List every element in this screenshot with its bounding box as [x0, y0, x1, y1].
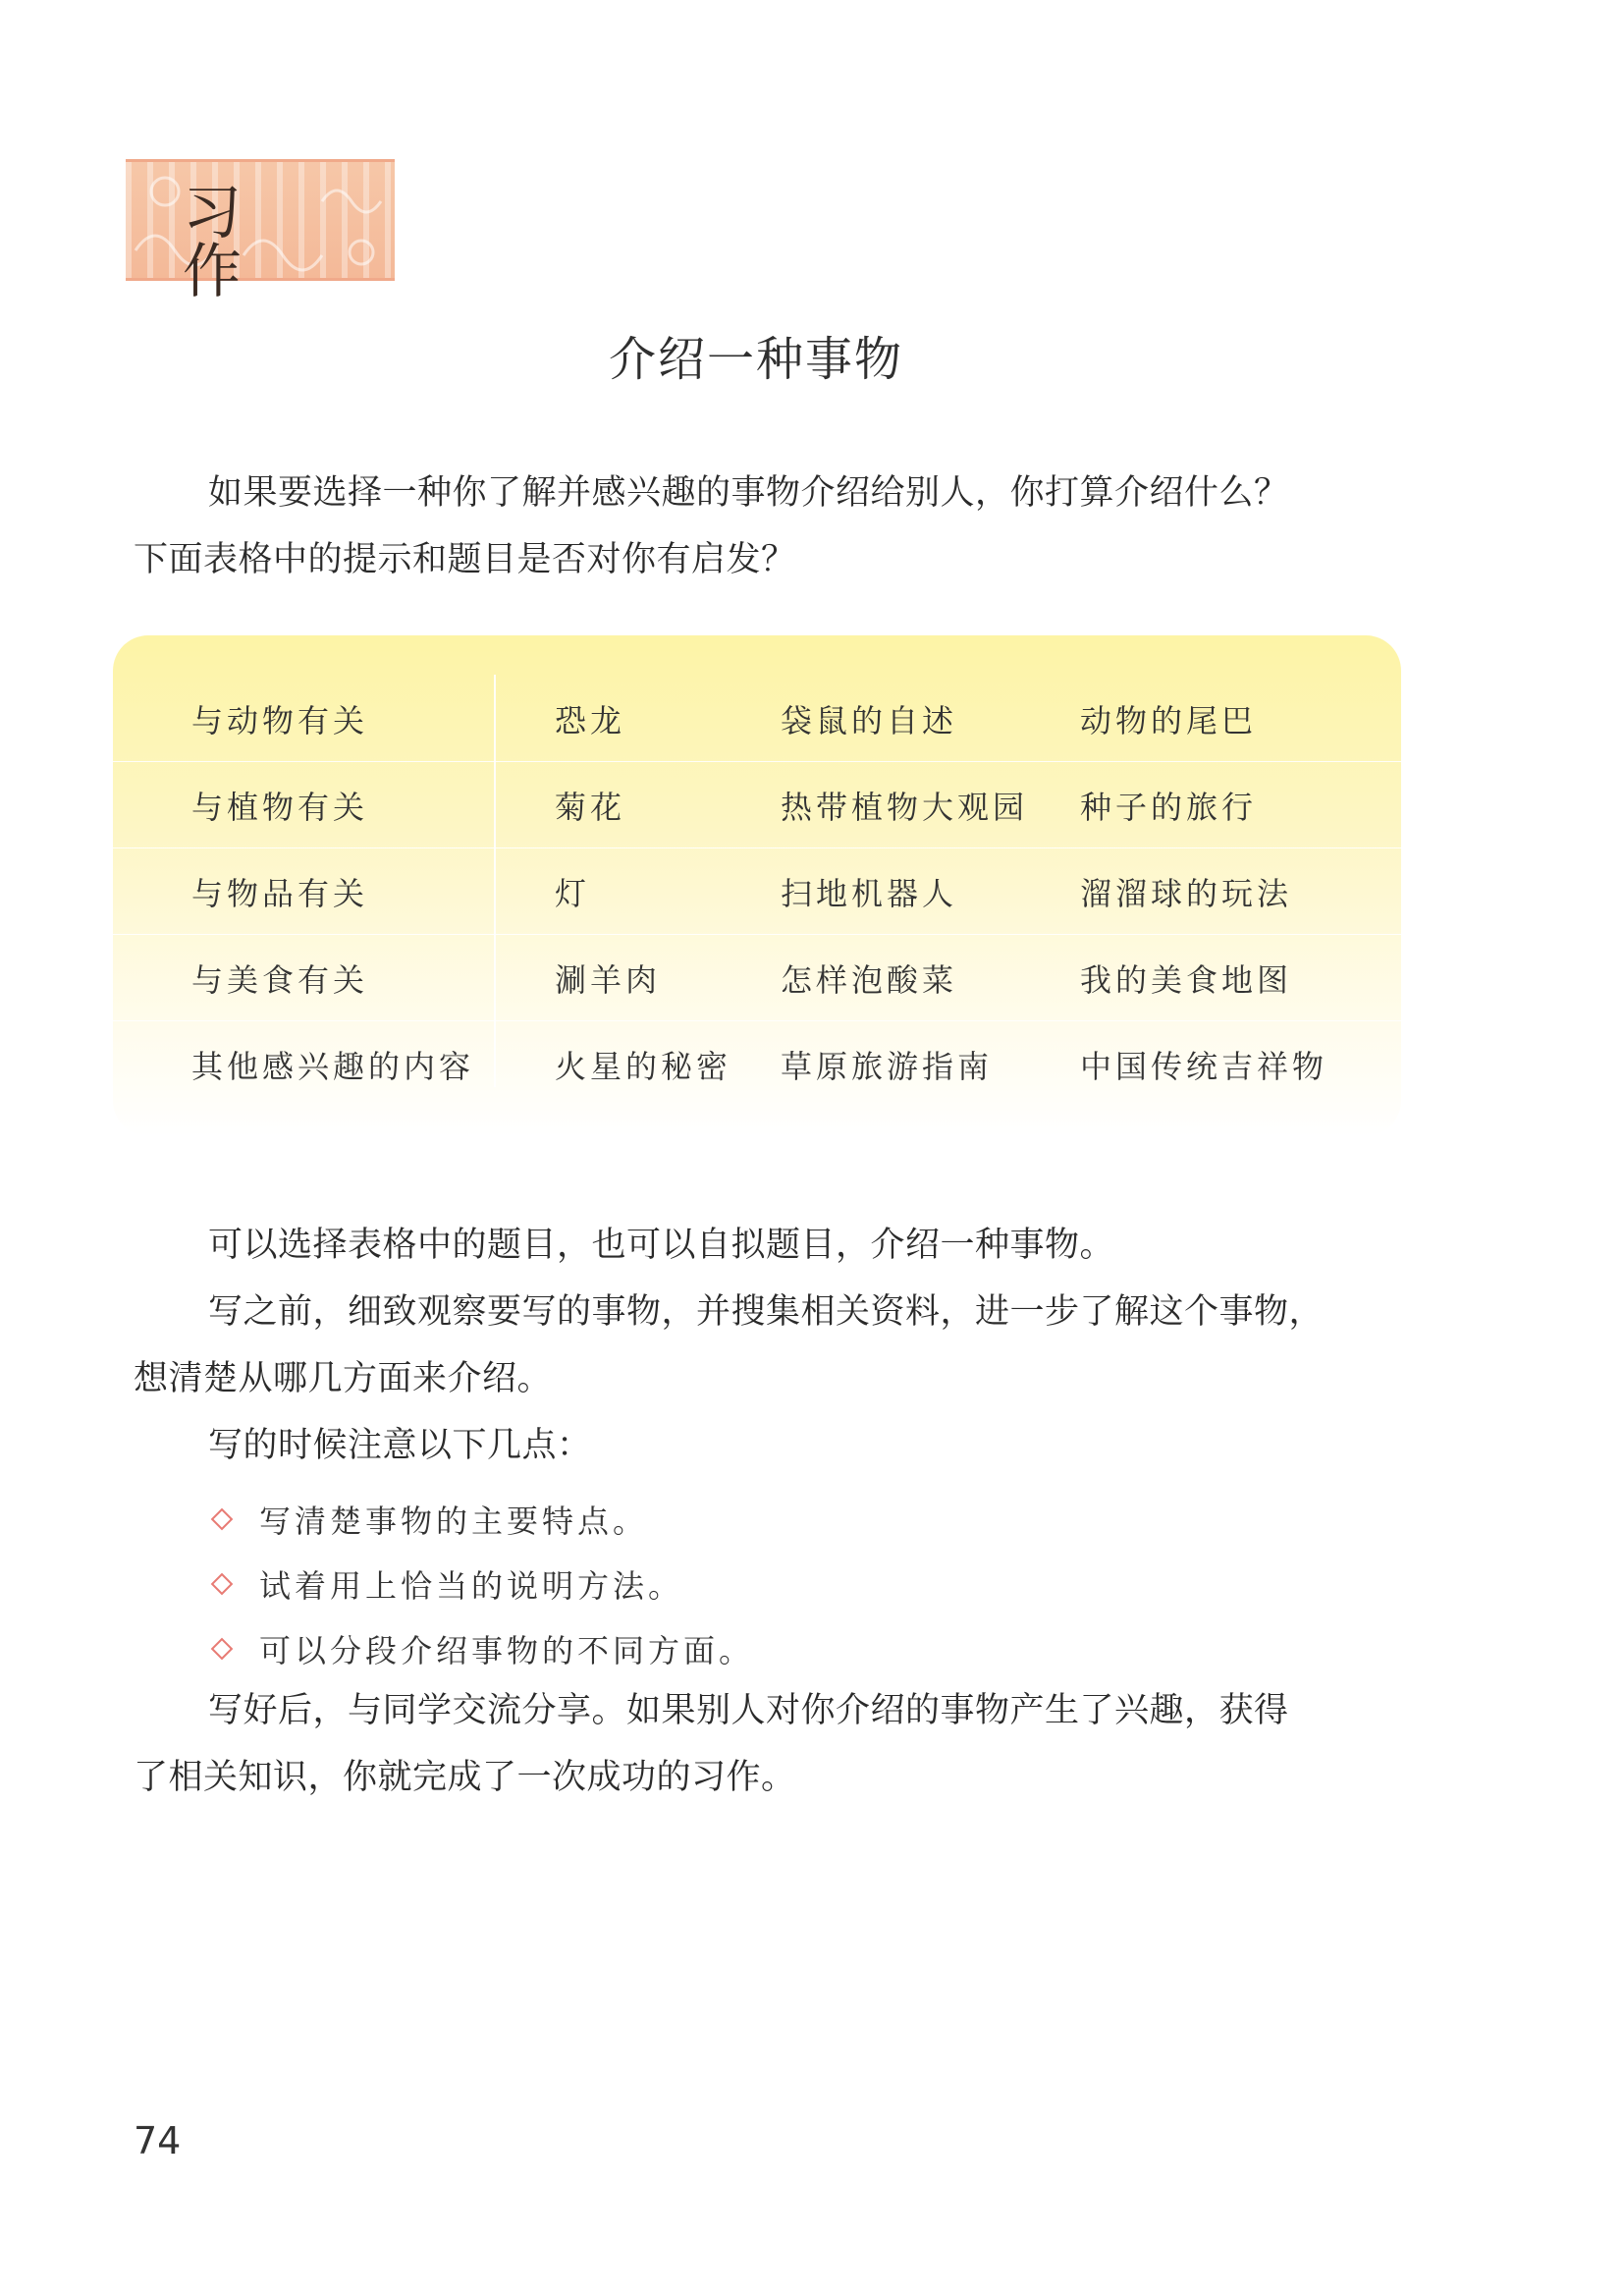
table-topic: 我的美食地图 — [1080, 961, 1293, 999]
table-category: 与动物有关 — [191, 702, 369, 739]
table-topic: 火星的秘密 — [555, 1048, 732, 1085]
closing-line-2: 了相关知识，你就完成了一次成功的习作。 — [134, 1758, 796, 1797]
table-row — [113, 934, 1401, 1021]
intro-line-1: 如果要选择一种你了解并感兴趣的事物介绍给别人，你打算介绍什么？ — [208, 473, 1289, 513]
table-topic: 涮羊肉 — [555, 961, 662, 999]
list-item: 写清楚事物的主要特点。 — [214, 1489, 754, 1554]
diamond-bullet-icon — [211, 1638, 234, 1661]
table-topic: 动物的尾巴 — [1080, 702, 1258, 739]
table-topic: 种子的旅行 — [1080, 789, 1258, 826]
body-paragraph-1: 可以选择表格中的题目，也可以自拟题目，介绍一种事物。 — [208, 1226, 1115, 1265]
list-item: 可以分段介绍事物的不同方面。 — [214, 1618, 754, 1683]
table-row — [113, 761, 1401, 848]
table-topic: 菊花 — [555, 789, 626, 826]
topic-table — [113, 635, 1401, 1136]
table-topic: 扫地机器人 — [781, 875, 958, 912]
body-paragraph-2-line-1: 写之前，细致观察要写的事物，并搜集相关资料，进一步了解这个事物， — [208, 1292, 1325, 1332]
page-title: 介绍一种事物 — [608, 332, 903, 387]
body-paragraph-2-line-2: 想清楚从哪几方面来介绍。 — [134, 1359, 553, 1398]
section-badge-label: 习 作 — [183, 179, 283, 306]
table-row — [113, 675, 1401, 762]
list-item: 试着用上恰当的说明方法。 — [214, 1554, 754, 1618]
table-topic: 恐龙 — [555, 702, 626, 739]
table-topic: 溜溜球的玩法 — [1080, 875, 1293, 912]
diamond-bullet-icon — [211, 1508, 234, 1531]
table-topic: 袋鼠的自述 — [781, 702, 958, 739]
body-paragraph-3: 写的时候注意以下几点： — [208, 1426, 592, 1465]
table-topic: 草原旅游指南 — [781, 1048, 994, 1085]
tips-list — [214, 1489, 754, 1683]
body-paragraph-2 — [134, 1279, 1400, 1412]
table-category: 与美食有关 — [191, 961, 369, 999]
table-category: 其他感兴趣的内容 — [191, 1048, 475, 1085]
closing-paragraph — [134, 1677, 1400, 1811]
intro-paragraph — [134, 460, 1400, 593]
closing-line-1: 写好后，与同学交流分享。如果别人对你介绍的事物产生了兴趣，获得 — [208, 1691, 1289, 1730]
diamond-bullet-icon — [211, 1573, 234, 1596]
table-topic: 灯 — [555, 875, 591, 912]
table-topic: 中国传统吉祥物 — [1080, 1048, 1328, 1085]
section-badge — [126, 159, 395, 306]
table-row — [113, 847, 1401, 935]
table-category: 与植物有关 — [191, 789, 369, 826]
table-category: 与物品有关 — [191, 875, 369, 912]
intro-line-2: 下面表格中的提示和题目是否对你有启发？ — [134, 540, 796, 579]
table-row — [113, 1020, 1401, 1107]
page-number: 74 — [134, 2119, 182, 2162]
table-topic: 怎样泡酸菜 — [781, 961, 958, 999]
table-topic: 热带植物大观园 — [781, 789, 1029, 826]
